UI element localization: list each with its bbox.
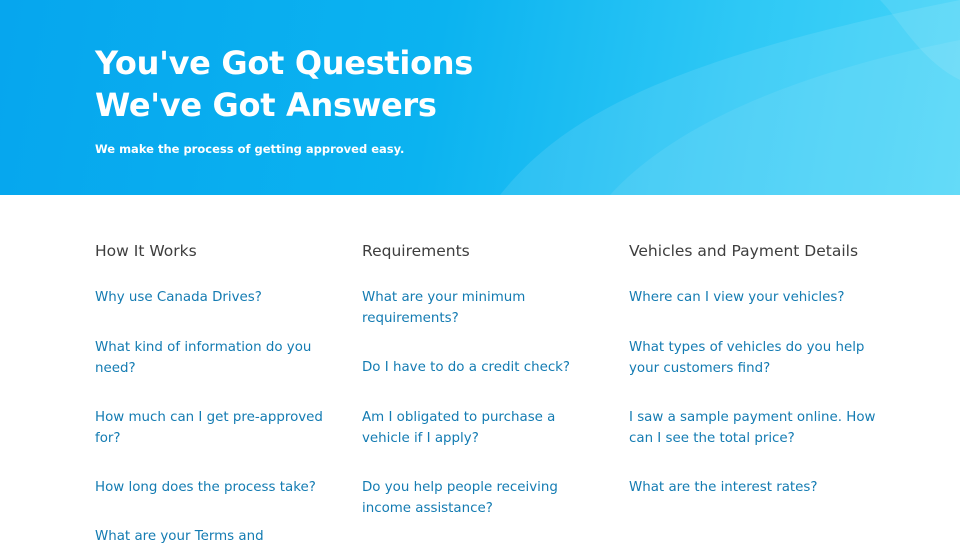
hero-title [95,42,473,126]
faq-link-view-vehicles[interactable]: Where can I view your vehicles? [629,290,845,305]
faq-link-sample-payment-total-price[interactable]: I saw a sample payment online. How can I see the total price? [629,410,876,446]
hero-banner [0,0,960,195]
faq-link-interest-rates[interactable]: What are the interest rates? [629,480,818,495]
column-heading-how-it-works: How It Works [95,242,197,260]
faq-link-terms[interactable]: What are your Terms and [95,529,264,544]
faq-link-income-assistance[interactable]: Do you help people receiving income assistance? [362,480,558,516]
faq-column-requirements [362,241,607,516]
faq-link-why-use-canada-drives[interactable]: Why use Canada Drives? [95,290,262,305]
faq-column-vehicles-payment [629,241,879,495]
faq-link-credit-check[interactable]: Do I have to do a credit check? [362,360,571,375]
faq-link-minimum-requirements[interactable]: What are your minimum requirements? [362,290,526,326]
column-heading-requirements: Requirements [362,242,470,260]
faq-link-process-duration[interactable]: How long does the process take? [95,480,316,495]
hero-subtitle: We make the process of getting approved easy. [95,142,405,156]
faq-link-pre-approved-amount[interactable]: How much can I get pre-approved for? [95,410,323,446]
faq-section [0,195,960,544]
faq-column-how-it-works [95,241,340,544]
hero-title-line-1: You've Got Questions [95,44,474,82]
hero-title-line-2: We've Got Answers [95,86,437,124]
faq-link-information-needed[interactable]: What kind of information do you need? [95,340,312,376]
hero-content [95,42,473,156]
faq-link-vehicle-types[interactable]: What types of vehicles do you help your customers find? [629,340,865,376]
faq-link-obligated-to-purchase[interactable]: Am I obligated to purchase a vehicle if I apply? [362,410,556,446]
column-heading-vehicles-payment: Vehicles and Payment Details [629,242,859,260]
